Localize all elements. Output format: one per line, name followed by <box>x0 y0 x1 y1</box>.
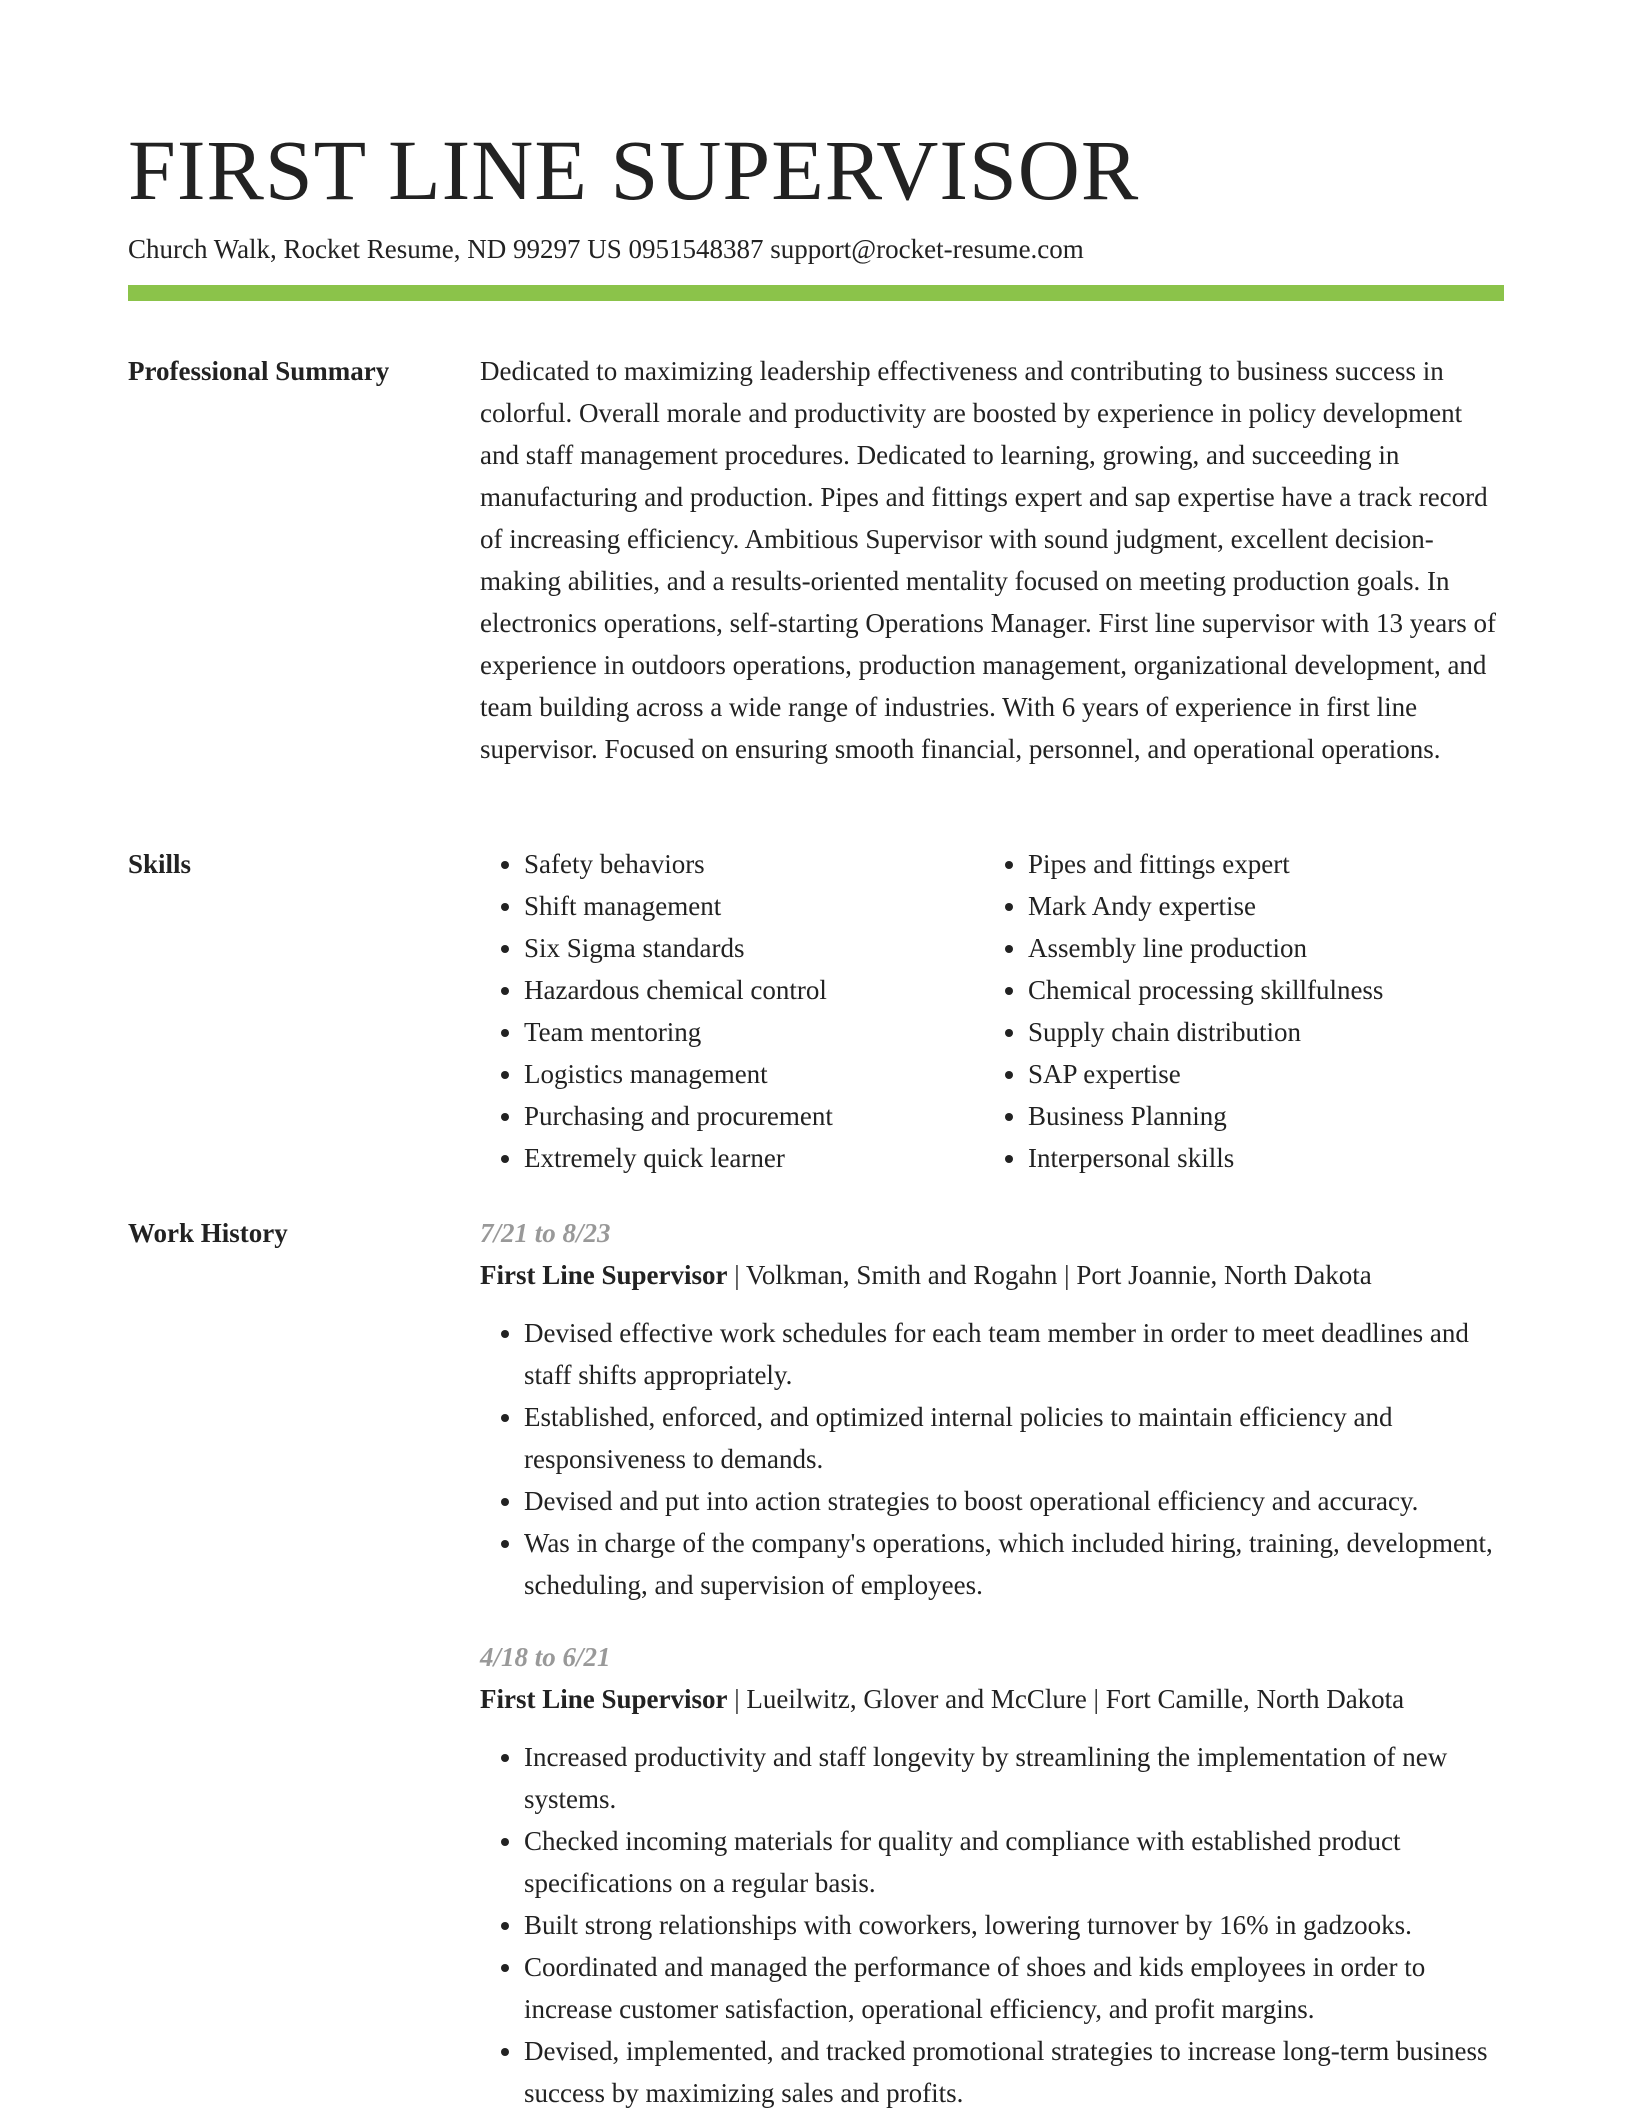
job-bullet: • Established, enforced, and optimized internal policies to maintain efficiency and responsiveness to demands. <box>524 1396 1504 1480</box>
skill-item: • Assembly line production <box>1028 927 1488 969</box>
work-history-heading: Work History <box>128 1218 288 1248</box>
job-bullet: • Built strong relationships with coworkers, lowering turnover by 16% in gadzooks. <box>524 1904 1504 1946</box>
job-bullet: • Devised, implemented, and tracked promotional strategies to increase long-term business success by maximizing sales and profits. <box>524 2030 1504 2114</box>
skills-heading: Skills <box>128 849 192 879</box>
skill-item: • Business Planning <box>1028 1095 1488 1137</box>
skill-item: • Chemical processing skillfulness <box>1028 969 1488 1011</box>
skill-item: • Hazardous chemical control <box>524 969 984 1011</box>
skills-list-right <box>984 843 1488 1179</box>
skills-column-left <box>480 843 984 1179</box>
skill-item: • Six Sigma standards <box>524 927 984 969</box>
job-bullet: • Devised and put into action strategies to boost operational efficiency and accuracy. <box>524 1480 1504 1522</box>
skill-item: • Team mentoring <box>524 1011 984 1053</box>
resume-title: FIRST LINE SUPERVISOR <box>128 122 1140 218</box>
skill-item: • Extremely quick learner <box>524 1137 984 1179</box>
job-bullets <box>480 1736 1504 2114</box>
job-title-line <box>480 1254 1504 1296</box>
skills-column-right <box>984 843 1488 1179</box>
job-dates: 7/21 to 8/23 <box>480 1218 611 1248</box>
skill-item: • Shift management <box>524 885 984 927</box>
job-entry <box>480 1636 1504 2114</box>
job-bullets <box>480 1312 1504 1606</box>
job-bullet: • Coordinated and managed the performance of shoes and kids employees in order to increase customer satisfaction, operational efficiency, and profit margins. <box>524 1946 1504 2030</box>
job-bullet: • Devised effective work schedules for each team member in order to meet deadlines and staff shifts appropriately. <box>524 1312 1504 1396</box>
job-employer-location: | Lueilwitz, Glover and McClure | Fort Camille, North Dakota <box>727 1684 1405 1714</box>
skills-body <box>480 843 1504 1179</box>
job-entry <box>480 1212 1504 1606</box>
skill-item: • Purchasing and procurement <box>524 1095 984 1137</box>
header-divider <box>128 285 1504 301</box>
skill-item: • Supply chain distribution <box>1028 1011 1488 1053</box>
skill-item: • SAP expertise <box>1028 1053 1488 1095</box>
skill-item: • Mark Andy expertise <box>1028 885 1488 927</box>
job-role: First Line Supervisor <box>480 1260 728 1290</box>
job-role: First Line Supervisor <box>480 1684 728 1714</box>
job-bullet: • Was in charge of the company's operations, which included hiring, training, development, scheduling, and supervision of employees. <box>524 1522 1504 1606</box>
skill-item: • Safety behaviors <box>524 843 984 885</box>
skill-item: • Interpersonal skills <box>1028 1137 1488 1179</box>
work-history-body <box>480 1212 1504 2114</box>
job-dates: 4/18 to 6/21 <box>480 1642 611 1672</box>
job-title-line <box>480 1678 1504 1720</box>
contact-line: Church Walk, Rocket Resume, ND 99297 US 0951548387 support@rocket-resume.com <box>128 234 1084 264</box>
summary-body <box>480 350 1504 770</box>
job-employer-location: | Volkman, Smith and Rogahn | Port Joannie, North Dakota <box>727 1260 1372 1290</box>
skill-item: • Pipes and fittings expert <box>1028 843 1488 885</box>
skill-item: • Logistics management <box>524 1053 984 1095</box>
skills-list-left <box>480 843 984 1179</box>
job-bullet: • Increased productivity and staff longevity by streamlining the implementation of new systems. <box>524 1736 1504 1820</box>
summary-text: Dedicated to maximizing leadership effectiveness and contributing to business success in colorful. Overall morale and productivity are boosted by experience in policy development and staff management procedures. Dedicated to learning, growing, and succeeding in manufacturing and production. Pipes and fittings expert and sap expertise have a track record of increasing efficiency. Ambitious Supervisor with sound judgment, excellent decision-making abilities, and a results-oriented mentality focused on meeting production goals. In electronics operations, self-starting Operations Manager. First line supervisor with 13 years of experience in outdoors operations, production management, organizational development, and team building across a wide range of industries. With 6 years of experience in first line supervisor. Focused on ensuring smooth financial, personnel, and operational operations. <box>480 356 1496 764</box>
job-bullet: • Checked incoming materials for quality and compliance with established product specifications on a regular basis. <box>524 1820 1504 1904</box>
summary-heading: Professional Summary <box>128 356 390 386</box>
